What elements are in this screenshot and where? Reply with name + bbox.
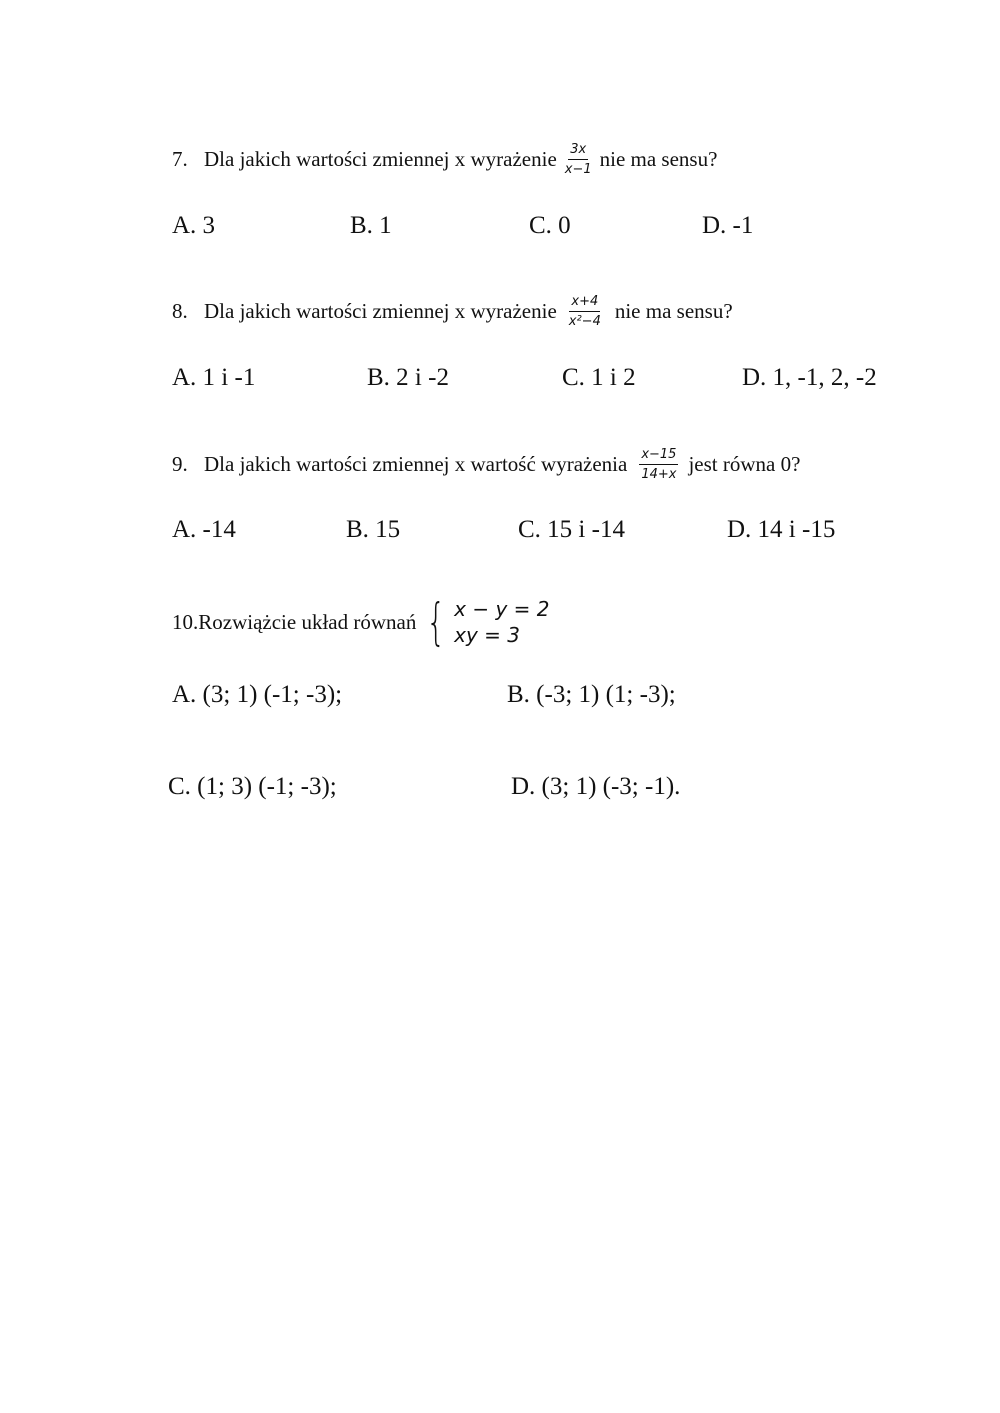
answer-option-c[interactable]: C. (1; 3) (-1; -3);: [168, 773, 337, 800]
equation-system: [420, 593, 550, 651]
question-7: [172, 142, 717, 177]
answer-option-b[interactable]: B. 1: [350, 212, 392, 239]
question-10: [172, 593, 550, 651]
question-text: Rozwiążcie układ równań: [198, 609, 417, 634]
curly-brace-icon: {: [426, 593, 446, 651]
question-number: 7.: [172, 147, 188, 171]
question-text-end: nie ma sensu?: [614, 299, 733, 323]
answer-option-b[interactable]: B. 2 i -2: [367, 364, 449, 391]
answer-option-c[interactable]: C. 1 i 2: [562, 364, 636, 391]
question-8: [172, 294, 733, 329]
answer-option-c[interactable]: C. 15 i -14: [518, 516, 625, 543]
question-number: 10.: [172, 609, 199, 634]
question-text: Dla jakich wartości zmiennej x wartość wyrażenia: [204, 452, 628, 476]
question-text: Dla jakich wartości zmiennej x wyrażenie: [204, 299, 557, 323]
answer-option-b[interactable]: B. (-3; 1) (1; -3);: [507, 681, 676, 708]
question-text-end: nie ma sensu?: [599, 147, 718, 171]
fraction-denominator: 14+x: [641, 467, 677, 482]
fraction-numerator: x−15: [639, 447, 678, 465]
answer-option-a[interactable]: A. -14: [172, 516, 236, 543]
fraction-numerator: x+4: [569, 294, 600, 312]
answer-option-c[interactable]: C. 0: [529, 212, 571, 239]
answer-option-d[interactable]: D. (3; 1) (-3; -1).: [511, 773, 681, 800]
answer-option-a[interactable]: A. (3; 1) (-1; -3);: [172, 681, 343, 708]
question-number: 9.: [172, 452, 188, 476]
question-9: [172, 447, 800, 482]
answer-option-d[interactable]: D. 14 i -15: [727, 516, 836, 543]
answer-option-a[interactable]: A. 1 i -1: [172, 364, 256, 391]
fraction-numerator: 3x: [568, 142, 588, 160]
answer-option-d[interactable]: D. -1: [702, 212, 754, 239]
fraction-denominator: x²−4: [568, 314, 601, 329]
answer-option-a[interactable]: A. 3: [172, 212, 216, 239]
question-text: Dla jakich wartości zmiennej x wyrażenie: [204, 147, 557, 171]
fraction-denominator: x−1: [564, 162, 592, 177]
question-text-end: jest równa 0?: [688, 452, 801, 476]
fraction: [639, 447, 678, 482]
equation-1: x − y = 2: [454, 597, 550, 621]
equation-2: xy = 3: [454, 623, 521, 647]
fraction: [563, 142, 594, 177]
answer-option-b[interactable]: B. 15: [346, 516, 401, 543]
answer-option-d[interactable]: D. 1, -1, 2, -2: [742, 364, 877, 391]
question-number: 8.: [172, 299, 188, 323]
fraction: [567, 294, 603, 329]
